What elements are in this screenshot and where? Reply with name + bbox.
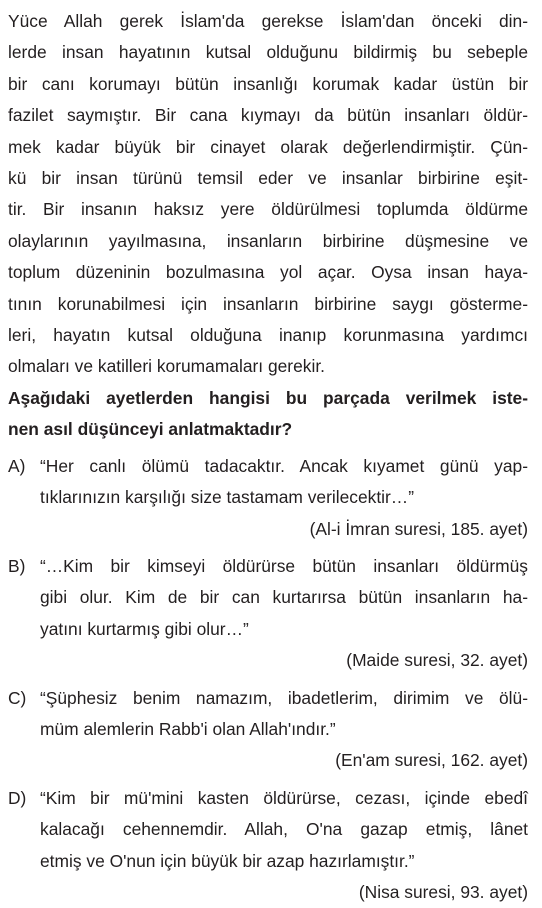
- passage-line: olaylarının yayılmasına, insanların birbirine düşmesine ve: [8, 230, 528, 251]
- verse-reference: (Nisa suresi, 93. ayet): [358, 881, 528, 902]
- option-body: [40, 451, 528, 545]
- option-line: yatını kurtarmış gibi olur…”: [40, 618, 249, 639]
- passage-line: mek kadar büyük bir cinayet olarak değerlendirmiştir. Çün-: [8, 136, 528, 157]
- option-line: “Her canlı ölümü tadacaktır. Ancak kıyamet günü yap-: [40, 455, 528, 476]
- passage-line: Yüce Allah gerek İslam'da gerekse İslam'dan önceki din-: [8, 11, 528, 31]
- option-body: [40, 551, 528, 677]
- option-line: tıklarınızın karşılığı size tastamam verilecektir…”: [40, 487, 414, 508]
- option-letter: D): [8, 787, 27, 808]
- question-line: nen asıl düşünceyi anlatmaktadır?: [8, 419, 293, 440]
- option-letter: B): [8, 555, 26, 576]
- passage-line: tının korunabilmesi için insanların birbirine saygı gösterme-: [8, 293, 528, 314]
- passage-line: lerde insan hayatının kutsal olduğunu bildirmiş bu sebeple: [8, 42, 528, 63]
- passage-line: fazilet saymıştır. Bir cana kıymayı da bütün insanları öldür-: [8, 105, 528, 126]
- passage-line: leri, hayatın kutsal olduğuna inanıp korunmasına yardımcı: [8, 325, 528, 346]
- passage-line: kü bir insan türünü temsil eder ve insanlar birbirine eşit-: [8, 168, 528, 189]
- option-body: [40, 783, 528, 908]
- passage-line: tir. Bir insanın haksız yere öldürülmesi toplumda öldürme: [8, 199, 528, 220]
- option-line: etmiş ve O'nun için büyük bir azap hazırlamıştır.”: [40, 850, 415, 871]
- reading-passage: [8, 6, 528, 383]
- question-stem: [8, 383, 528, 446]
- verse-reference: (Maide suresi, 32. ayet): [346, 650, 528, 671]
- option-line: “Kim bir mü'mini kasten öldürürse, cezası, içinde ebedî: [40, 787, 528, 808]
- verse-reference: (Al-i İmran suresi, 185. ayet): [309, 518, 528, 539]
- option-letter: C): [8, 687, 27, 708]
- question-line: Aşağıdaki ayetlerden hangisi bu parçada verilmek iste-: [8, 387, 528, 408]
- option-c[interactable]: [8, 683, 528, 777]
- verse-reference: (En'am suresi, 162. ayet): [335, 750, 528, 771]
- option-line: gibi olur. Kim de bir can kurtarırsa bütün insanların ha-: [40, 587, 528, 608]
- option-d[interactable]: [8, 783, 528, 908]
- option-line: kalacağı cehennemdir. Allah, O'na gazap etmiş, lânet: [40, 819, 528, 840]
- option-body: [40, 683, 528, 777]
- option-line: “Şüphesiz benim namazım, ibadetlerim, dirimim ve ölü-: [40, 687, 528, 708]
- passage-line: bir canı korumayı bütün insanlığı korumak kadar üstün bir: [8, 73, 528, 94]
- option-line: müm alemlerin Rabb'i olan Allah'ındır.”: [40, 718, 336, 739]
- option-b[interactable]: [8, 551, 528, 677]
- option-line: “…Kim bir kimseyi öldürürse bütün insanları öldürmüş: [40, 555, 528, 576]
- passage-line: toplum düzeninin bozulmasına yol açar. Oysa insan haya-: [8, 262, 528, 283]
- option-a[interactable]: [8, 451, 528, 545]
- option-letter: A): [8, 455, 26, 476]
- passage-line: olmaları ve katilleri korumamaları gerekir.: [8, 356, 325, 377]
